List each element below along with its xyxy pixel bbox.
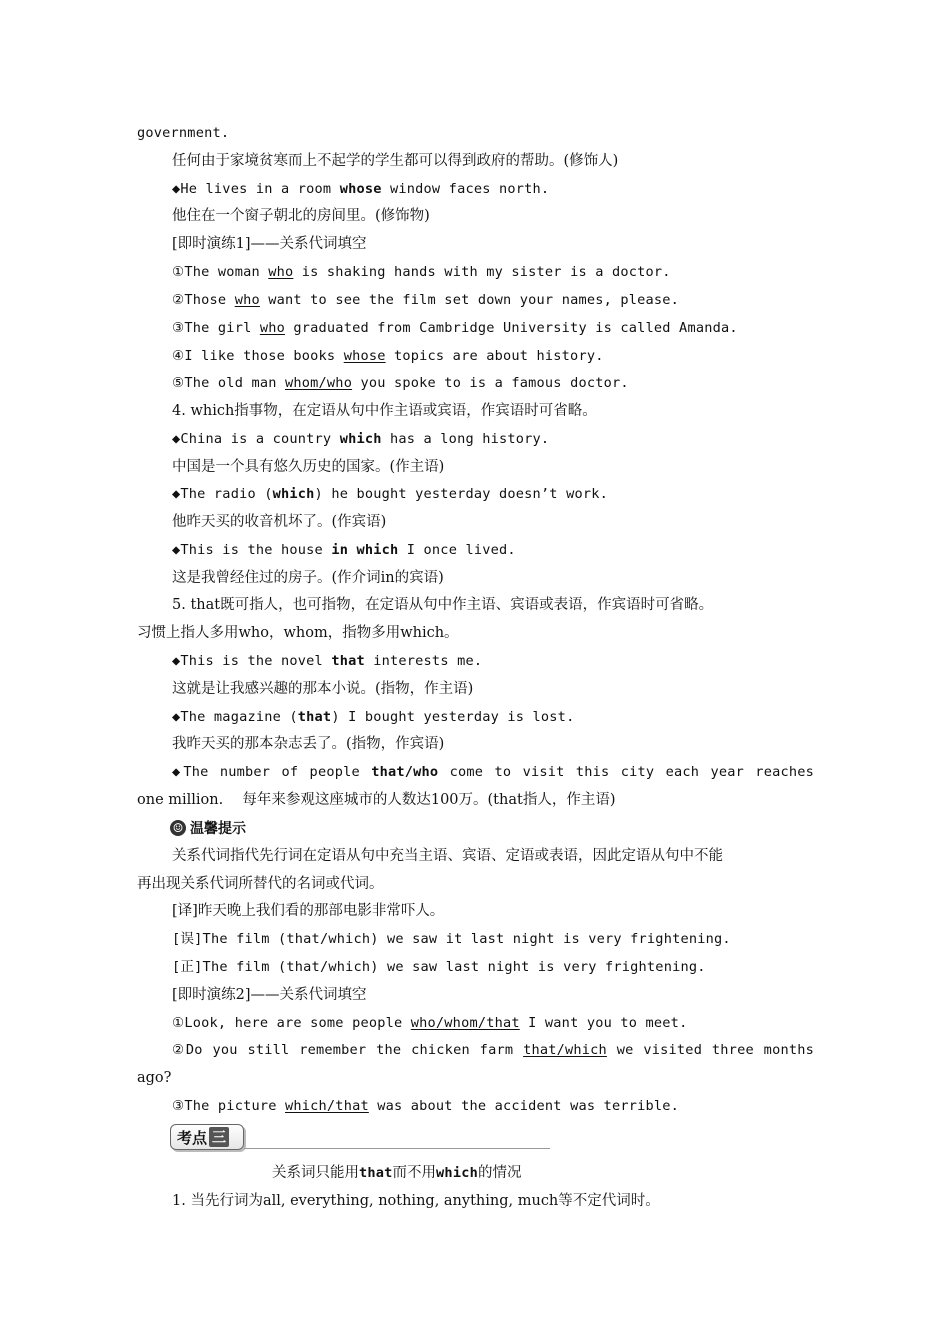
section-title: 关系词只能用that而不用which的情况 [272,1165,522,1181]
text-line: government. [137,125,230,141]
exercise-heading: [即时演练1]——关系代词填空 [172,236,367,252]
exercise-item: ②Do you still remember the chicken farm that/which we visited three months [172,1042,814,1058]
text-line: 中国是一个具有悠久历史的国家。(作主语) [172,459,445,475]
correct-example: [正]The film (that/which) we saw last night is very frightening. [172,959,706,975]
example-sentence: ◆The magazine (that) I bought yesterday is lost. [172,709,575,725]
smiley-icon: ☺ [170,820,186,836]
example-sentence: ◆This is the house in which I once lived. [172,542,516,558]
text-line: 我昨天买的那本杂志丢了。(指物，作宾语) [172,736,445,752]
wrong-example: [误]The film (that/which) we saw it last night is very frightening. [172,931,731,947]
text-line: 习惯上指人多用who，whom，指物多用which。 [137,625,459,641]
kaodian-banner [170,1124,550,1154]
text-line: ago? [137,1070,172,1086]
exercise-item: ④I like those books whose topics are about history. [172,348,604,364]
kaodian-label: 考点 [177,1128,208,1147]
tip-label: 温馨提示 [190,821,246,837]
tip-header [170,818,246,838]
example-sentence: ◆The radio (which) he bought yesterday doesn’t work. [172,486,608,502]
example-sentence: ◆He lives in a room whose window faces north. [172,181,550,197]
kaodian-number: 三 [209,1127,229,1147]
example-sentence: ◆This is the novel that interests me. [172,653,483,669]
text-line: 这是我曾经住过的房子。(作介词in的宾语) [172,570,444,586]
example-sentence: ◆China is a country which has a long history. [172,431,550,447]
exercise-item: ①The woman who is shaking hands with my sister is a doctor. [172,264,671,280]
exercise-item: ③The girl who graduated from Cambridge University is called Amanda. [172,320,738,336]
text-line: one million. 每年来参观这座城市的人数达100万。(that指人，作主语) [137,792,616,808]
text-line: 任何由于家境贫寒而上不起学的学生都可以得到政府的帮助。(修饰人) [172,153,619,169]
text-line: 这就是让我感兴趣的那本小说。(指物，作主语) [172,681,474,697]
text-line: 再出现关系代词所替代的名词或代词。 [137,876,384,892]
divider [244,1148,550,1149]
rule-heading: 1. 当先行词为all, everything, nothing, anything, much等不定代词时。 [172,1193,660,1209]
exercise-item: ②Those who want to see the film set down your names, please. [172,292,680,308]
example-sentence: ◆The number of people that/who come to visit this city each year reaches [172,764,815,780]
kaodian-badge [170,1124,244,1150]
exercise-heading: [即时演练2]——关系代词填空 [172,987,367,1003]
text-line: [译]昨天晚上我们看的那部电影非常吓人。 [172,903,445,919]
exercise-item: ⑤The old man whom/who you spoke to is a famous doctor. [172,375,629,391]
exercise-item: ③The picture which/that was about the accident was terrible. [172,1098,680,1114]
text-line: 关系代词指代先行词在定语从句中充当主语、宾语、定语或表语，因此定语从句中不能 [172,848,723,864]
text-line: 他昨天买的收音机坏了。(作宾语) [172,514,387,530]
rule-heading: 5. that既可指人，也可指物，在定语从句中作主语、宾语或表语，作宾语时可省略。 [172,597,714,613]
rule-heading: 4. which指事物，在定语从句中作主语或宾语，作宾语时可省略。 [172,403,597,419]
text-line: 他住在一个窗子朝北的房间里。(修饰物) [172,208,430,224]
exercise-item: ①Look, here are some people who/whom/that I want you to meet. [172,1015,688,1031]
